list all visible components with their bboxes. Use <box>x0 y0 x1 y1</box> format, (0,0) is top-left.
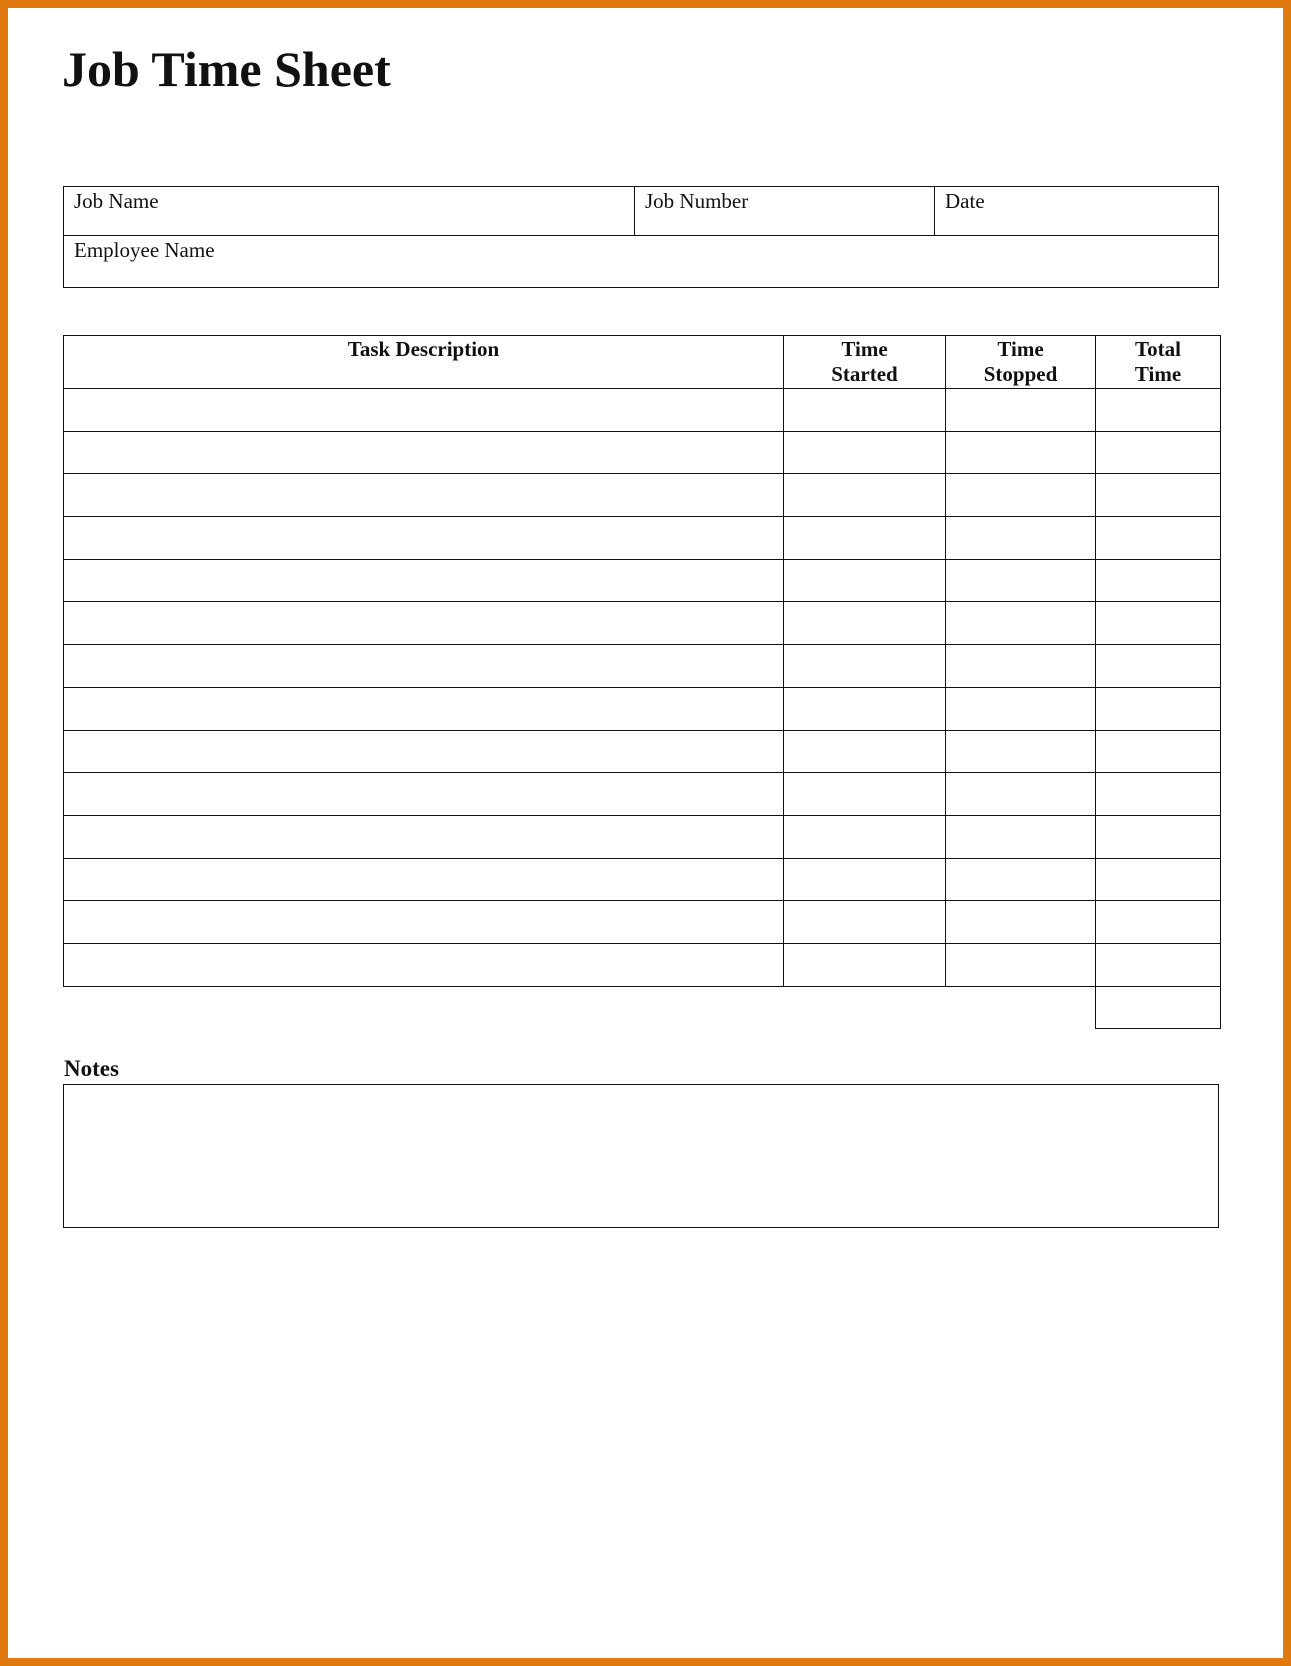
table-row <box>64 602 1221 645</box>
time-stopped-cell[interactable] <box>946 687 1096 730</box>
task-description-cell[interactable] <box>64 943 784 986</box>
time-started-cell[interactable] <box>784 943 946 986</box>
time-stopped-cell[interactable] <box>946 389 1096 432</box>
time-stopped-cell[interactable] <box>946 474 1096 517</box>
table-row <box>64 943 1221 986</box>
task-table-header-row <box>64 336 1221 389</box>
total-time-cell[interactable] <box>1096 773 1221 816</box>
total-time-cell[interactable] <box>1096 730 1221 773</box>
table-row <box>64 901 1221 944</box>
table-row <box>64 773 1221 816</box>
employee-name-label: Employee Name <box>74 238 215 262</box>
task-description-cell[interactable] <box>64 517 784 560</box>
total-time-cell[interactable] <box>1096 559 1221 602</box>
table-row <box>64 687 1221 730</box>
time-started-cell[interactable] <box>784 645 946 688</box>
total-time-cell[interactable] <box>1096 474 1221 517</box>
time-stopped-cell[interactable] <box>946 559 1096 602</box>
job-name-field[interactable] <box>64 187 634 235</box>
time-stopped-header: Time Stopped <box>946 336 1096 389</box>
time-stopped-cell[interactable] <box>946 901 1096 944</box>
total-time-cell[interactable] <box>1096 602 1221 645</box>
time-started-cell[interactable] <box>784 730 946 773</box>
table-row <box>64 730 1221 773</box>
employee-name-field[interactable] <box>64 236 1218 287</box>
grand-total-spacer <box>946 986 1096 1029</box>
task-description-header: Task Description <box>64 336 784 389</box>
task-description-cell[interactable] <box>64 389 784 432</box>
task-description-cell[interactable] <box>64 815 784 858</box>
task-description-cell[interactable] <box>64 773 784 816</box>
time-started-header: Time Started <box>784 336 946 389</box>
grand-total-cell[interactable] <box>1096 986 1221 1029</box>
total-time-cell[interactable] <box>1096 389 1221 432</box>
job-name-label: Job Name <box>74 189 159 213</box>
table-row <box>64 645 1221 688</box>
time-started-cell[interactable] <box>784 602 946 645</box>
time-stopped-cell[interactable] <box>946 602 1096 645</box>
time-stopped-cell[interactable] <box>946 815 1096 858</box>
grand-total-spacer <box>64 986 784 1029</box>
task-description-cell[interactable] <box>64 431 784 474</box>
task-description-cell[interactable] <box>64 474 784 517</box>
time-started-cell[interactable] <box>784 815 946 858</box>
total-time-cell[interactable] <box>1096 431 1221 474</box>
notes-label: Notes <box>64 1056 119 1081</box>
total-time-cell[interactable] <box>1096 517 1221 560</box>
grand-total-row <box>64 986 1221 1029</box>
time-started-cell[interactable] <box>784 773 946 816</box>
total-time-cell[interactable] <box>1096 943 1221 986</box>
time-stopped-cell[interactable] <box>946 943 1096 986</box>
job-info-row <box>64 187 1218 236</box>
grand-total-spacer <box>784 986 946 1029</box>
total-time-header: Total Time <box>1096 336 1221 389</box>
time-stopped-cell[interactable] <box>946 645 1096 688</box>
table-row <box>64 474 1221 517</box>
time-stopped-cell[interactable] <box>946 773 1096 816</box>
task-description-cell[interactable] <box>64 559 784 602</box>
time-started-cell[interactable] <box>784 858 946 901</box>
table-row <box>64 858 1221 901</box>
task-table <box>63 335 1221 1029</box>
employee-info-row <box>64 236 1218 287</box>
total-time-cell[interactable] <box>1096 901 1221 944</box>
total-time-cell[interactable] <box>1096 687 1221 730</box>
time-started-cell[interactable] <box>784 431 946 474</box>
total-time-cell[interactable] <box>1096 645 1221 688</box>
time-stopped-cell[interactable] <box>946 517 1096 560</box>
task-description-cell[interactable] <box>64 858 784 901</box>
table-row <box>64 815 1221 858</box>
time-started-cell[interactable] <box>784 559 946 602</box>
total-time-cell[interactable] <box>1096 815 1221 858</box>
date-field[interactable] <box>934 187 1218 235</box>
time-started-cell[interactable] <box>784 901 946 944</box>
date-label: Date <box>945 189 985 213</box>
table-row <box>64 517 1221 560</box>
time-started-cell[interactable] <box>784 389 946 432</box>
time-started-cell[interactable] <box>784 687 946 730</box>
task-description-cell[interactable] <box>64 645 784 688</box>
task-description-cell[interactable] <box>64 730 784 773</box>
table-row <box>64 389 1221 432</box>
time-started-cell[interactable] <box>784 474 946 517</box>
time-stopped-cell[interactable] <box>946 730 1096 773</box>
time-stopped-cell[interactable] <box>946 858 1096 901</box>
job-number-field[interactable] <box>634 187 934 235</box>
task-description-cell[interactable] <box>64 602 784 645</box>
task-description-cell[interactable] <box>64 901 784 944</box>
notes-area[interactable] <box>63 1084 1219 1228</box>
table-row <box>64 559 1221 602</box>
job-number-label: Job Number <box>645 189 749 213</box>
page-title: Job Time Sheet <box>62 41 391 97</box>
total-time-cell[interactable] <box>1096 858 1221 901</box>
table-row <box>64 431 1221 474</box>
time-stopped-cell[interactable] <box>946 431 1096 474</box>
job-info-box <box>63 186 1219 288</box>
task-description-cell[interactable] <box>64 687 784 730</box>
time-started-cell[interactable] <box>784 517 946 560</box>
